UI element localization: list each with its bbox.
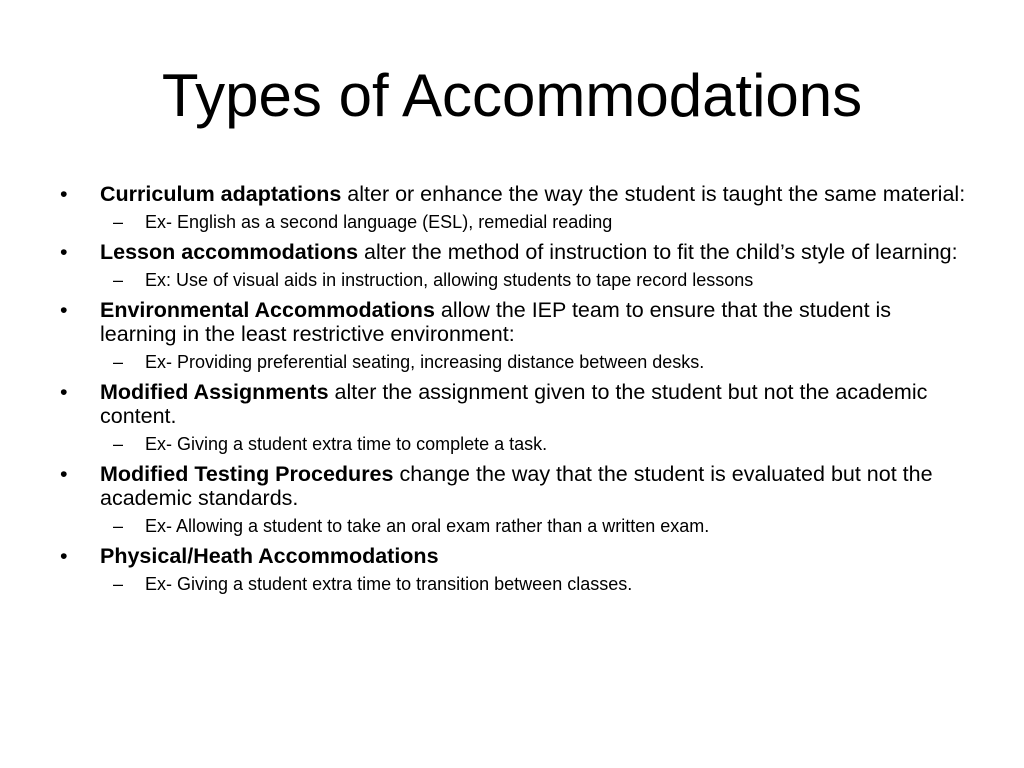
sub-item-text: Ex- Allowing a student to take an oral exam rather than a written exam.	[145, 516, 710, 536]
dash-icon: –	[113, 352, 124, 372]
sub-item	[0, 431, 985, 457]
bullet-item	[0, 298, 970, 346]
bullet-term: Lesson accommodations	[100, 240, 359, 264]
dash-icon: –	[113, 574, 124, 594]
sub-item	[0, 571, 985, 597]
bullet-icon: •	[60, 380, 68, 404]
dash-icon: –	[113, 212, 124, 232]
bullet-term: Modified Testing Procedures	[100, 462, 394, 486]
bullet-term: Curriculum adaptations	[100, 182, 342, 206]
bullet-item	[0, 380, 970, 428]
bullet-text: change the way that the student is evaluated but not the academic standards.	[100, 462, 933, 510]
sub-item	[0, 513, 985, 539]
bullet-text: alter the assignment given to the student but not the academic content.	[100, 380, 928, 428]
bullet-item	[0, 544, 970, 568]
slide-title: Types of Accommodations	[161, 62, 863, 129]
bullet-icon: •	[60, 182, 68, 206]
bullet-icon: •	[60, 544, 68, 568]
bullet-item	[0, 462, 970, 510]
bullet-item	[0, 240, 970, 264]
bullet-item	[0, 182, 970, 206]
bullet-text: alter the method of instruction to fit the child’s style of learning:	[358, 240, 958, 264]
sub-item-text: Ex- English as a second language (ESL), remedial reading	[145, 212, 613, 232]
bullet-text: alter or enhance the way the student is taught the same material:	[341, 182, 966, 206]
sub-item	[0, 209, 985, 235]
bullet-icon: •	[60, 298, 68, 322]
bullet-term: Physical/Heath Accommodations	[100, 544, 439, 568]
sub-item-text: Ex- Giving a student extra time to transition between classes.	[145, 574, 633, 594]
sub-item-text: Ex- Providing preferential seating, increasing distance between desks.	[145, 352, 705, 372]
sub-item	[0, 349, 985, 375]
bullet-term: Modified Assignments	[100, 380, 329, 404]
bullet-icon: •	[60, 462, 68, 486]
sub-item-text: Ex- Giving a student extra time to complete a task.	[145, 434, 548, 454]
bullet-list	[0, 182, 1024, 602]
dash-icon: –	[113, 434, 124, 454]
bullet-term: Environmental Accommodations	[100, 298, 435, 322]
dash-icon: –	[113, 270, 124, 290]
sub-item	[0, 267, 985, 293]
bullet-text: allow the IEP team to ensure that the student is learning in the least restrictive environment:	[100, 298, 892, 346]
dash-icon: –	[113, 516, 124, 536]
bullet-icon: •	[60, 240, 68, 264]
sub-item-text: Ex: Use of visual aids in instruction, allowing students to tape record lessons	[145, 270, 754, 290]
